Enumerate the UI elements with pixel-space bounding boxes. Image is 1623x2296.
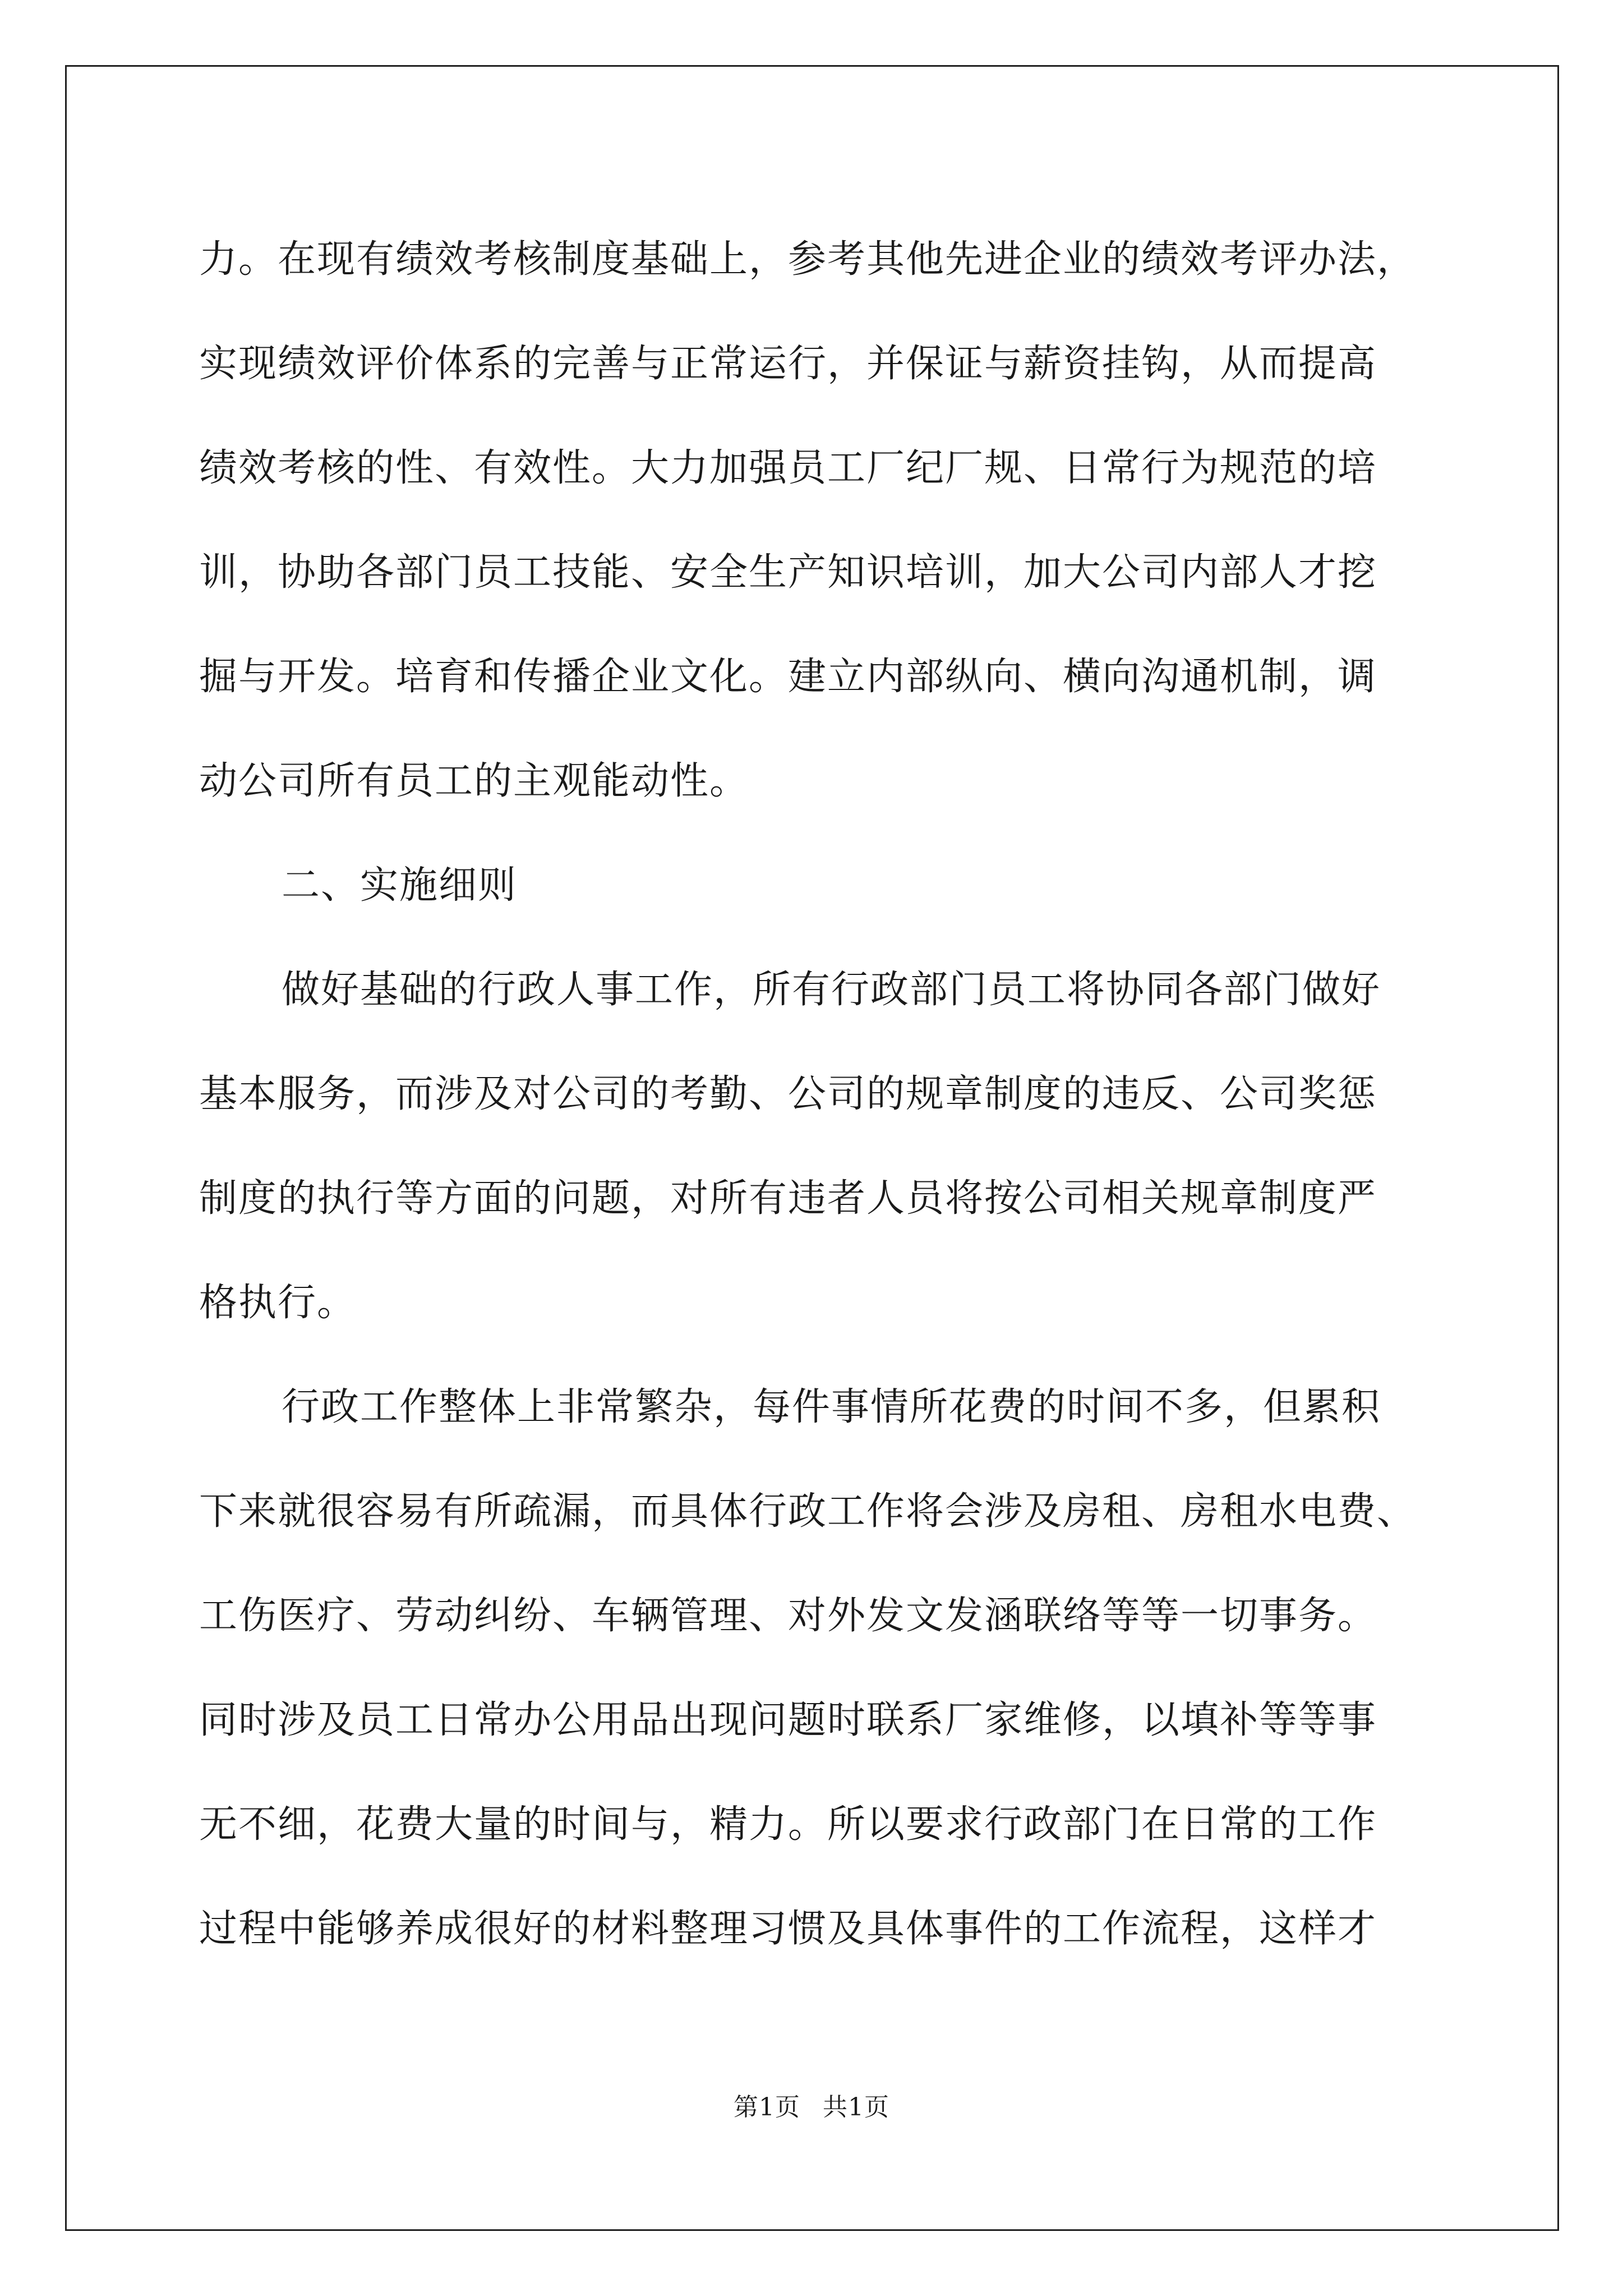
- text-line: 行政工作整体上非常繁杂，每件事情所花费的时间不多，但累积: [282, 1385, 1381, 1429]
- text-line: 做好基础的行政人事工作，所有行政部门员工将协同各部门做好: [282, 968, 1381, 1012]
- text-line: 过程中能够养成很好的材料整理习惯及具体事件的工作流程，这样才: [199, 1907, 1377, 1951]
- text-line: 绩效考核的性、有效性。大力加强员工厂纪厂规、日常行为规范的培: [199, 446, 1377, 490]
- text-line: 实现绩效评价体系的完善与正常运行，并保证与薪资挂钩，从而提高: [199, 342, 1377, 386]
- text-line: 训，协助各部门员工技能、安全生产知识培训，加大公司内部人才挖: [199, 550, 1377, 595]
- page-footer: [0, 2087, 1623, 2123]
- page-number: 第1页: [734, 2093, 800, 2122]
- text-line: 制度的执行等方面的问题，对所有违者人员将按公司相关规章制度严: [199, 1176, 1377, 1221]
- text-line: 掘与开发。培育和传播企业文化。建立内部纵向、横向沟通机制，调: [199, 655, 1377, 699]
- text-line: 格执行。: [199, 1281, 357, 1325]
- text-line: 二、实施细则: [282, 863, 518, 908]
- text-line: 工伤医疗、劳动纠纷、车辆管理、对外发文发涵联络等等一切事务。: [199, 1594, 1377, 1638]
- text-line: 无不细，花费大量的时间与，精力。所以要求行政部门在日常的工作: [199, 1802, 1377, 1847]
- text-line: 基本服务，而涉及对公司的考勤、公司的规章制度的违反、公司奖惩: [199, 1072, 1377, 1116]
- page-total: 共1页: [823, 2093, 889, 2122]
- text-line: 同时涉及员工日常办公用品出现问题时联系厂家维修，以填补等等事: [199, 1698, 1377, 1742]
- text-line: 下来就很容易有所疏漏，而具体行政工作将会涉及房租、房租水电费、: [199, 1489, 1417, 1534]
- text-line: 动公司所有员工的主观能动性。: [199, 759, 749, 803]
- document-body: [199, 208, 1427, 1981]
- text-line: 力。在现有绩效考核制度基础上，参考其他先进企业的绩效考评办法，: [199, 237, 1417, 282]
